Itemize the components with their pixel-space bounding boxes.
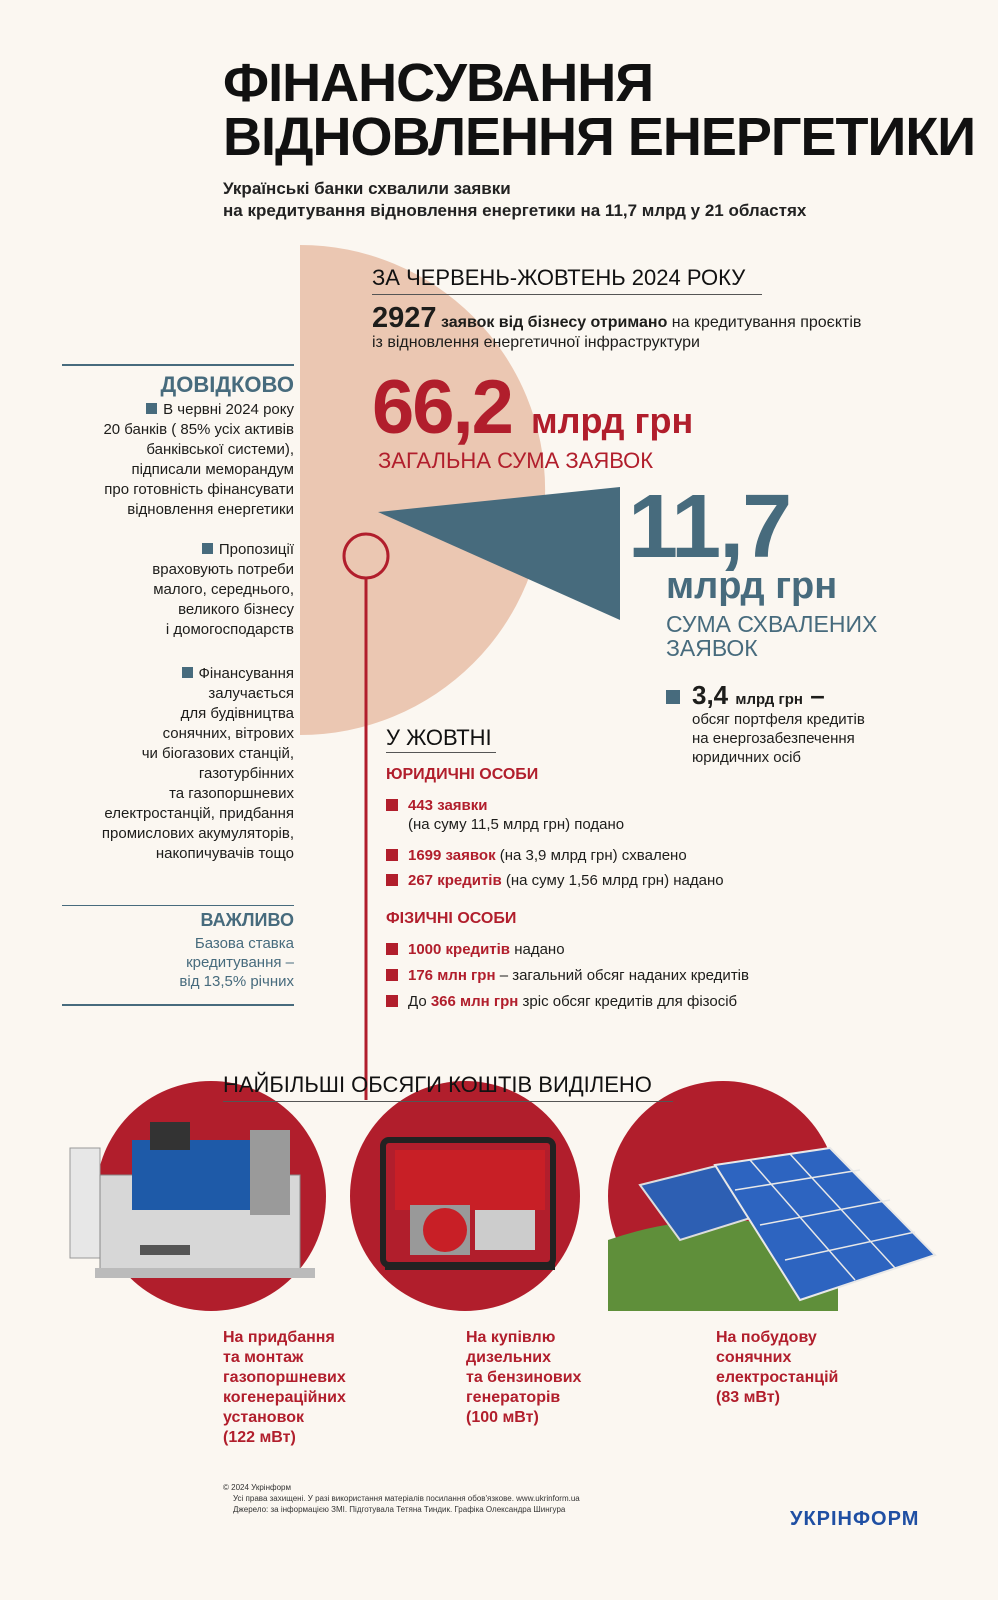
footer-credits: © 2024 Укрінформ Усі права захищені. У разі використання матеріалів посилання обов'язкове. www.ukrinform.ua Джерело: за інформацією ЗМІ. Підготувала Тетяна Тиндик. Графіка Олександра Шингура — [223, 1483, 580, 1514]
reference-item-1: В червні 2024 року 20 банків ( 85% усіх активів банківської системи), підписали меморандум про готовність фінансувати відновлення енергетики — [103, 401, 294, 518]
largest-allocations-divider — [223, 1101, 673, 1102]
gas-engine-icon — [70, 1122, 315, 1278]
ukrinform-logo: УКРІНФОРМ — [790, 1508, 920, 1530]
october-heading: У ЖОВТНІ — [386, 725, 492, 750]
period-divider — [372, 294, 762, 295]
legal-entities-title: ЮРИДИЧНІ ОСОБИ — [386, 766, 539, 783]
important-title: ВАЖЛИВО — [200, 910, 294, 930]
bullet-square-icon — [146, 403, 157, 414]
page-subtitle: Українські банки схвалили заявки на кредитування відновлення енергетики на 11,7 млрд у 21 областях — [223, 179, 807, 220]
caption-gas-engines: На придбання та монтаж газопоршневих когенераційних установок (122 мВт) — [223, 1329, 346, 1446]
sidebar-divider — [62, 1004, 294, 1006]
caption-generators: На купівлю дизельних та бензинових генераторів (100 мВт) — [466, 1329, 582, 1426]
approved-sum-label: СУМА СХВАЛЕНИХ ЗАЯВОК — [666, 611, 878, 661]
bullet-square-icon — [386, 943, 398, 955]
largest-allocations-heading: НАЙБІЛЬШІ ОБСЯГИ КОШТІВ ВИДІЛЕНО — [223, 1072, 652, 1097]
october-divider — [386, 752, 496, 753]
caption-solar: На побудову сонячних електростанцій (83 мВт) — [716, 1329, 839, 1406]
portfolio-description: обсяг портфеля кредитів на енергозабезпечення юридичних осіб — [692, 711, 865, 766]
sidebar-divider — [62, 364, 294, 366]
sidebar-divider — [62, 905, 294, 906]
reference-title: ДОВІДКОВО — [160, 372, 294, 397]
page-title: ФІНАНСУВАННЯ ВІДНОВЛЕННЯ ЕНЕРГЕТИКИ — [223, 53, 976, 167]
legal-item-2: 1699 заявок (на 3,9 млрд грн) схвалено — [386, 846, 866, 865]
reference-item-2: Пропозиції враховують потреби малого, середнього, великого бізнесу і домогосподарств — [152, 541, 294, 638]
bullet-square-icon — [386, 799, 398, 811]
total-sum: 66,2 млрд грн — [372, 365, 694, 450]
applications-received: 2927 заявок від бізнесу отримано на кредитування проєктів із відновлення енергетичної інфраструктури — [372, 302, 862, 351]
important-text: Базова ставка кредитування – від 13,5% річних — [179, 935, 294, 990]
individuals-item-3: До 366 млн грн зріс обсяг кредитів для фізосіб — [386, 992, 866, 1011]
period-heading: ЗА ЧЕРВЕНЬ-ЖОВТЕНЬ 2024 РОКУ — [372, 265, 746, 290]
approved-sum: 11,7 — [628, 477, 791, 577]
individuals-item-2: 176 млн грн – загальний обсяг наданих кредитів — [386, 966, 866, 985]
individuals-item-1: 1000 кредитів надано — [386, 940, 866, 959]
bullet-square-icon — [386, 874, 398, 886]
bullet-square-icon — [386, 849, 398, 861]
bullet-square-icon — [386, 969, 398, 981]
reference-item-3: Фінансування залучається для будівництва сонячних, вітрових чи біогазових станцій, газотурбінних та газопоршневих електростанцій, придбання промислових акумуляторів, накопичувачів тощо — [101, 665, 294, 862]
bullet-square-icon — [202, 543, 213, 554]
legal-item-1: 443 заявки (на суму 11,5 млрд грн) подано — [386, 796, 866, 834]
bullet-square-icon — [386, 995, 398, 1007]
portfolio-value: 3,4 млрд грн – — [692, 680, 825, 710]
bullet-square-icon — [182, 667, 193, 678]
total-sum-label: ЗАГАЛЬНА СУМА ЗАЯВОК — [378, 448, 654, 473]
approved-sum-unit: млрд грн — [666, 565, 838, 607]
legal-item-3: 267 кредитів (на суму 1,56 млрд грн) надано — [386, 871, 866, 890]
individuals-title: ФІЗИЧНІ ОСОБИ — [386, 910, 517, 927]
bullet-square-icon — [666, 690, 680, 704]
